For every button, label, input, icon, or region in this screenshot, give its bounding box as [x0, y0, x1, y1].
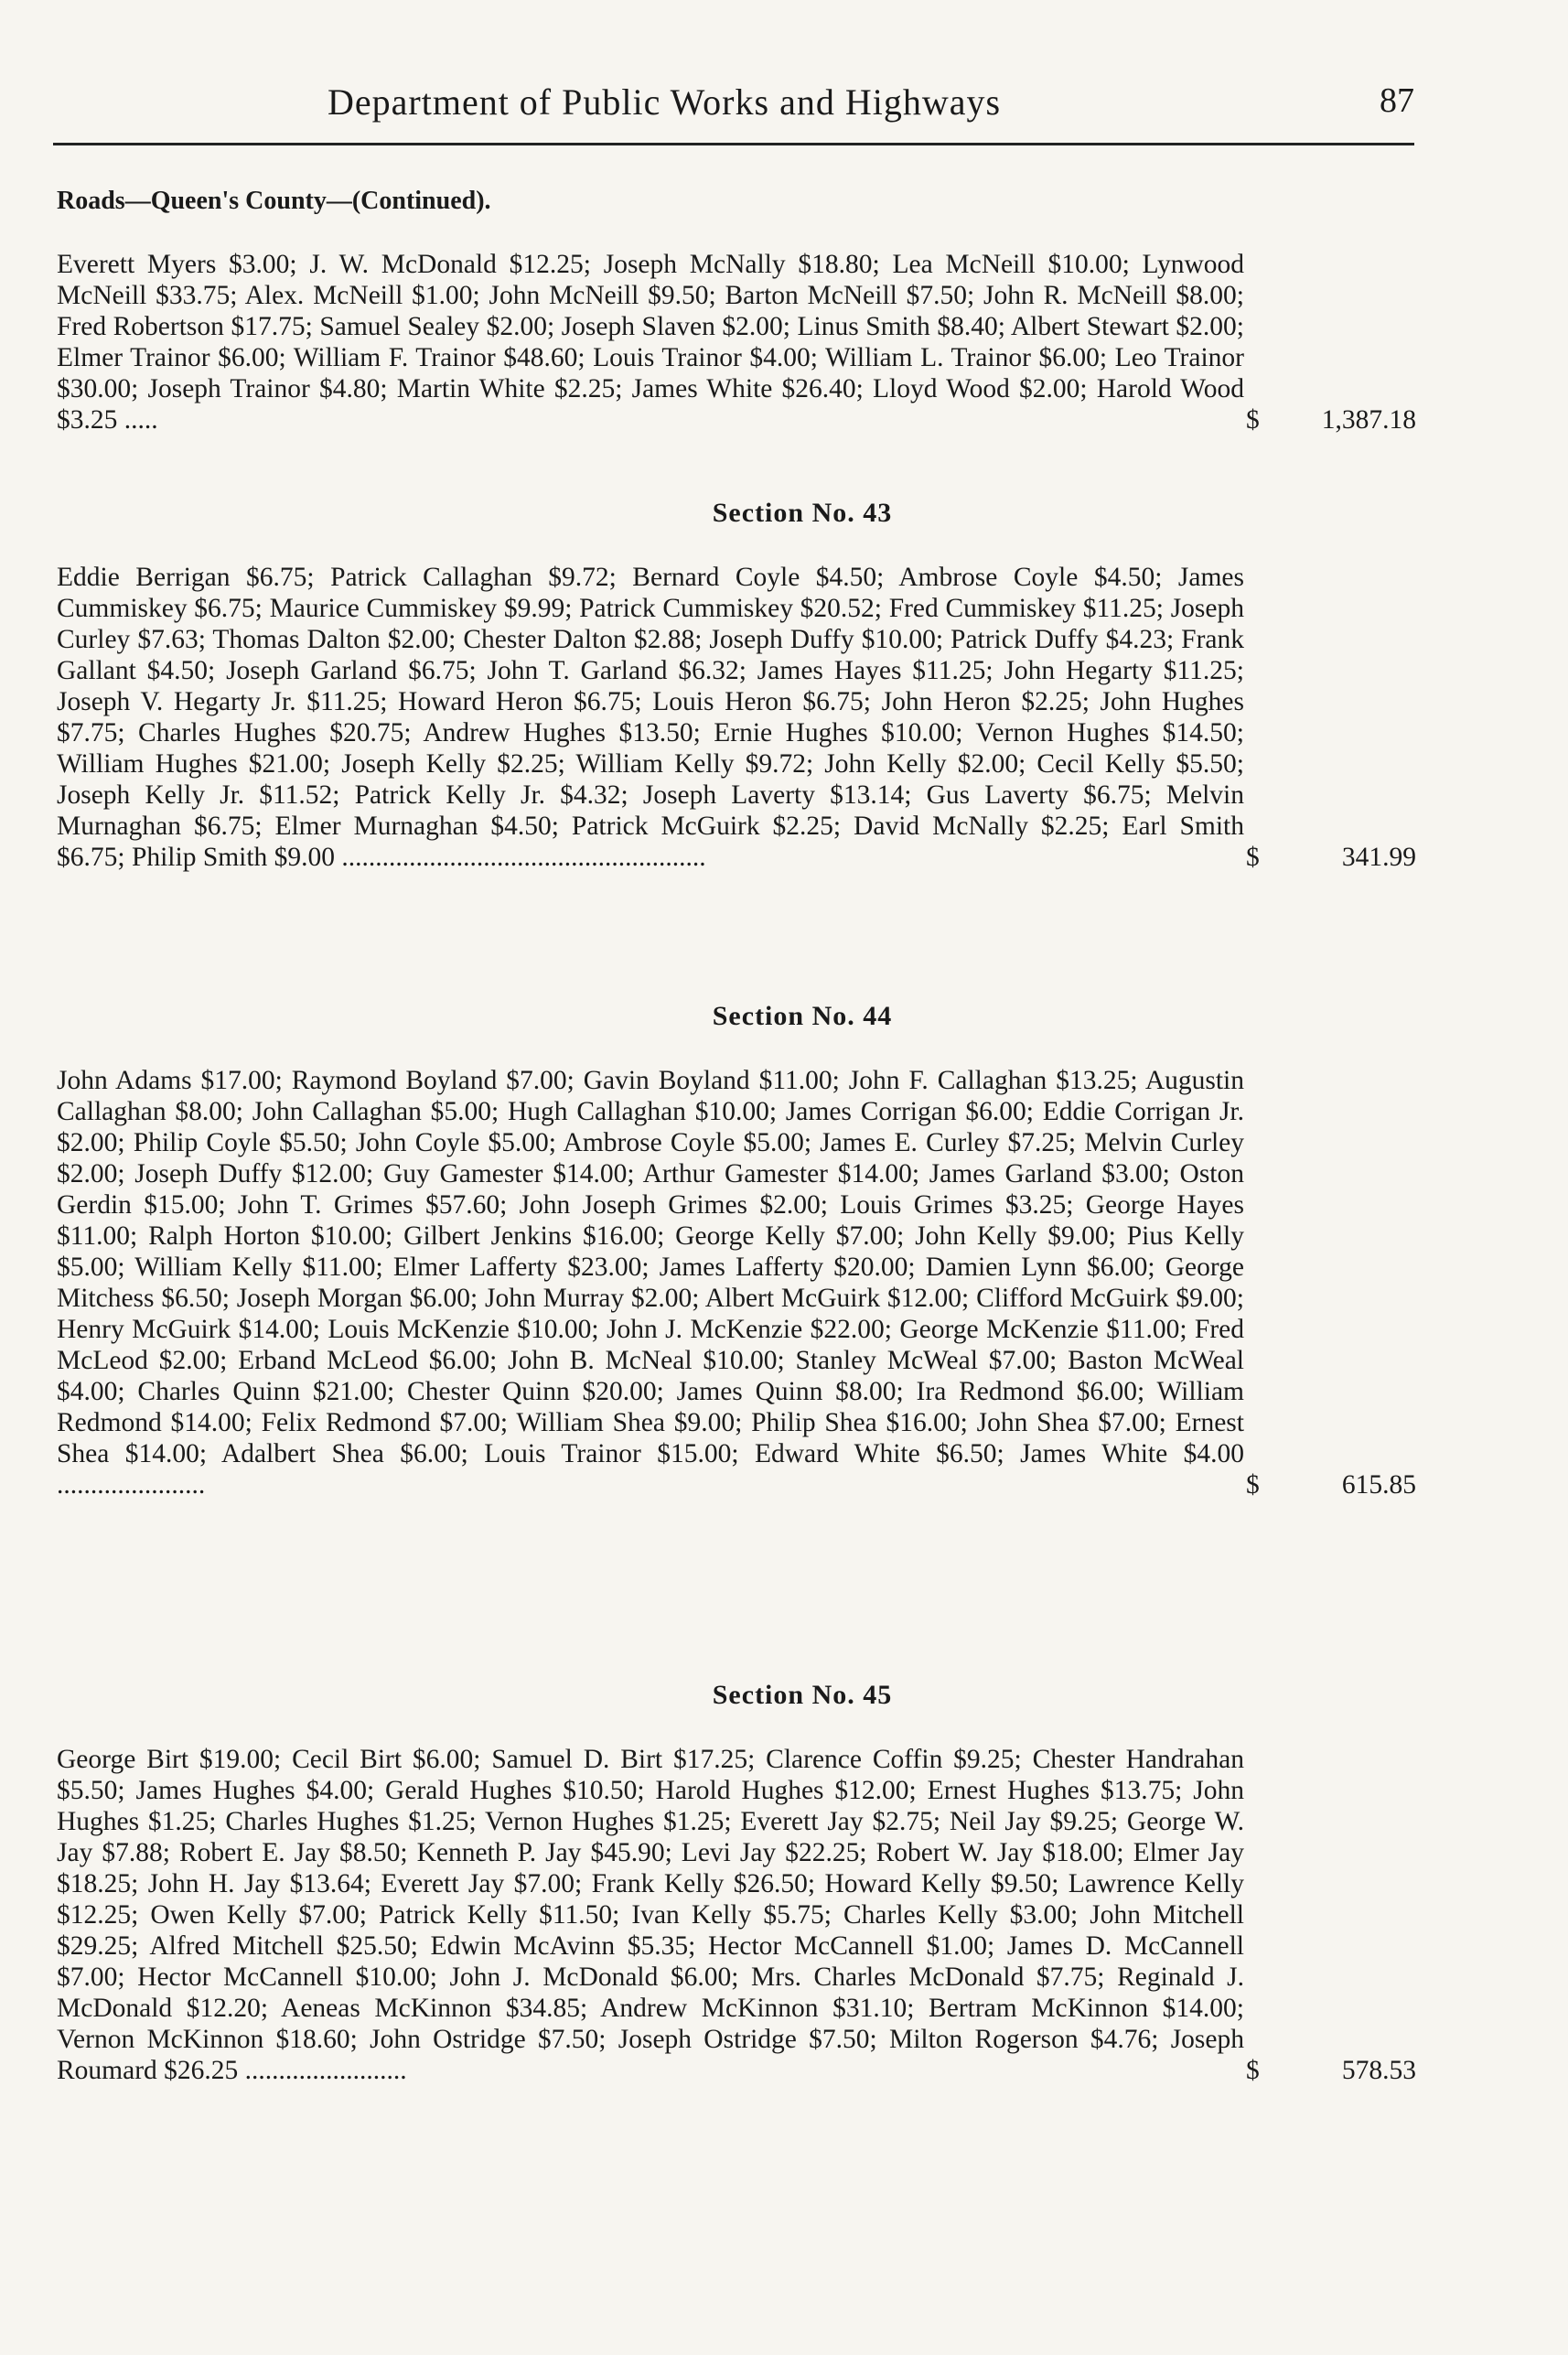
total-amount: 341.99 [1341, 843, 1416, 872]
section-heading: Section No. 45 [712, 1680, 893, 1710]
payment-list-text: John Adams $17.00; Raymond Boyland $7.00; Gavin Boyland $11.00; John F. Callaghan $13.25; Augustin Callaghan $8.00; John Callaghan $5.00; Hugh Callaghan $10.00; James Corrigan $6.00; Eddie Corrigan Jr. $2.00; Philip Coyle $5.50; John Coyle $5.00; Ambrose Coyle $5.00; James E. Curley $7.25; Melvin Curley $2.00; Joseph Duffy $12.00; Guy Gamester $14.00; Arthur Gamester $14.00; James Garland $3.00; Oston Gerdin $15.00; John T. Grimes $57.60; John Joseph Grimes $2.00; Louis Grimes $3.25; George Hayes $11.00; Ralph Horton $10.00; Gilbert Jenkins $16.00; George Kelly $7.00; John Kelly $9.00; Pius Kelly $5.00; William Kelly $11.00; Elmer Lafferty $23.00; James Lafferty $20.00; Damien Lynn $6.00; George Mitchess $6.50; Joseph Morgan $6.00; John Murray $2.00; Albert McGuirk $12.00; Clifford McGuirk $9.00; Henry McGuirk $14.00; Louis McKenzie $10.00; John J. McKenzie $22.00; George McKenzie $11.00; Fred McLeod $2.00; Erband McLeod $6.00; John B. McNeal $10.00; Stanley McWeal $7.00; Baston McWeal $4.00; Charles Quinn $21.00; Chester Quinn $20.00; James Quinn $8.00; Ira Redmond $6.00; William Redmond $14.00; Felix Redmond $7.00; William Shea $9.00; Philip Shea $16.00; John Shea $7.00; Ernest Shea $14.00; Adalbert Shea $6.00; Louis Trainor $15.00; Edward White $6.50; James White $4.00 ...................... [57, 1066, 1244, 1500]
total-amount: 1,387.18 [1321, 405, 1416, 435]
section-continued [57, 249, 1429, 436]
currency-symbol: $ [1246, 405, 1260, 435]
header-rule [53, 143, 1414, 145]
payment-list-text: Eddie Berrigan $6.75; Patrick Callaghan $9.72; Bernard Coyle $4.50; Ambrose Coyle $4.50; James Cummiskey $6.75; Maurice Cummiskey $9.99; Patrick Cummiskey $20.52; Fred Cummiskey $11.25; Joseph Curley $7.63; Thomas Dalton $2.00; Chester Dalton $2.88; Joseph Duffy $10.00; Patrick Duffy $4.23; Frank Gallant $4.50; Joseph Garland $6.75; John T. Garland $6.32; James Hayes $11.25; John Hegarty $11.25; Joseph V. Hegarty Jr. $11.25; Howard Heron $6.75; Louis Heron $6.75; John Heron $2.25; John Hughes $7.75; Charles Hughes $20.75; Andrew Hughes $13.50; Ernie Hughes $10.00; Vernon Hughes $14.50; William Hughes $21.00; Joseph Kelly $2.25; William Kelly $9.72; John Kelly $2.00; Cecil Kelly $5.50; Joseph Kelly Jr. $11.52; Patrick Kelly Jr. $4.32; Joseph Laverty $13.14; Gus Laverty $6.75; Melvin Murnaghan $6.75; Elmer Murnaghan $4.50; Patrick McGuirk $2.25; David McNally $2.25; Earl Smith $6.75; Philip Smith $9.00 ...................................................... [57, 563, 1244, 872]
payment-entry [57, 1065, 1429, 1500]
section-total [1246, 842, 1429, 873]
payment-entry [57, 1744, 1429, 2086]
payment-list-text: George Birt $19.00; Cecil Birt $6.00; Samuel D. Birt $17.25; Clarence Coffin $9.25; Chester Handrahan $5.50; James Hughes $4.00; Gerald Hughes $10.50; Harold Hughes $12.00; Ernest Hughes $13.75; John Hughes $1.25; Charles Hughes $1.25; Vernon Hughes $1.25; Everett Jay $2.75; Neil Jay $9.25; George W. Jay $7.88; Robert E. Jay $8.50; Kenneth P. Jay $45.90; Levi Jay $22.25; Robert W. Jay $18.00; Elmer Jay $18.25; John H. Jay $13.64; Everett Jay $7.00; Frank Kelly $26.50; Howard Kelly $9.50; Lawrence Kelly $12.25; Owen Kelly $7.00; Patrick Kelly $11.50; Ivan Kelly $5.75; Charles Kelly $3.00; John Mitchell $29.25; Alfred Mitchell $25.50; Edwin McAvinn $5.35; Hector McCannell $1.00; James D. McCannell $7.00; Hector McCannell $10.00; John J. McDonald $6.00; Mrs. Charles McDonald $7.75; Reginald J. McDonald $12.20; Aeneas McKinnon $34.85; Andrew McKinnon $31.10; Bertram McKinnon $14.00; Vernon McKinnon $18.60; John Ostridge $7.50; Joseph Ostridge $7.50; Milton Rogerson $4.76; Joseph Roumard $26.25 ........................ [57, 1745, 1244, 2085]
page-number: 87 [1380, 81, 1414, 120]
section-43 [57, 498, 1429, 873]
total-amount: 578.53 [1341, 2056, 1416, 2085]
section-45 [57, 1680, 1429, 2086]
payment-list-text: Everett Myers $3.00; J. W. McDonald $12.25; Joseph McNally $18.80; Lea McNeill $10.00; Lynwood McNeill $33.75; Alex. McNeill $1.00; John McNeill $9.50; Barton McNeill $7.50; John R. McNeill $8.00; Fred Robertson $17.75; Samuel Sealey $2.00; Joseph Slaven $2.00; Linus Smith $8.40; Albert Stewart $2.00; Elmer Trainor $6.00; William F. Trainor $48.60; Louis Trainor $4.00; William L. Trainor $6.00; Leo Trainor $30.00; Joseph Trainor $4.80; Martin White $2.25; James White $26.40; Lloyd Wood $2.00; Harold Wood $3.25 ..... [57, 250, 1244, 435]
page-header [53, 81, 1414, 135]
currency-symbol: $ [1246, 843, 1260, 872]
section-44 [57, 1001, 1429, 1500]
payment-entry [57, 562, 1429, 873]
section-subtitle: Roads—Queen's County—(Continued). [57, 187, 491, 215]
currency-symbol: $ [1246, 2056, 1260, 2085]
page-title: Department of Public Works and Highways [328, 81, 1002, 123]
section-heading: Section No. 43 [712, 498, 893, 528]
section-heading: Section No. 44 [712, 1001, 893, 1031]
section-total [1246, 2055, 1429, 2086]
payment-entry [57, 249, 1429, 436]
section-total [1246, 1469, 1429, 1500]
section-total [1246, 404, 1429, 436]
total-amount: 615.85 [1341, 1470, 1416, 1500]
currency-symbol: $ [1246, 1470, 1260, 1500]
